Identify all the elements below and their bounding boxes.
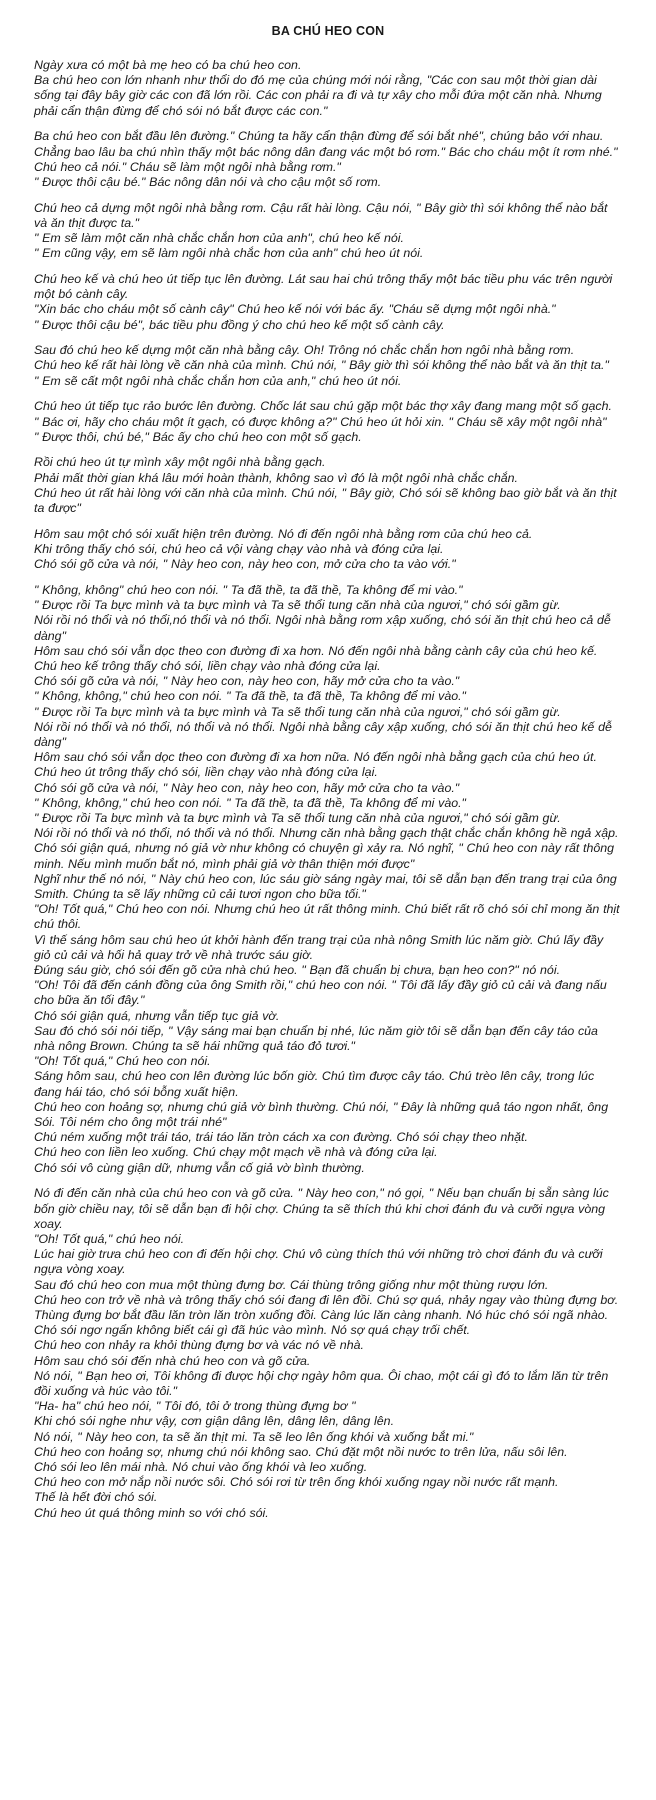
story-paragraph (34, 129, 622, 190)
story-line: Nói rồi nó thổi và nó thổi, nó thổi và nó thổi. Nhưng căn nhà bằng gạch thật chắc chắn không hề ngả xập. (34, 826, 619, 841)
story-line: Thùng đựng bơ bắt đầu lăn tròn lăn tròn xuống đồi. Càng lúc lăn càng nhanh. Nó húc chó sói ngã nhào. (34, 1307, 609, 1322)
story-line: Chú heo kế trông thấy chó sói, liền chạy vào nhà đóng cửa lại. (34, 658, 381, 673)
story-line: Sáng hôm sau, chú heo con lên đường lúc bốn giờ. Chú tìm được cây táo. Chú trèo lên cây, trong lúc đang hái táo, chó sói bỗng xuất hiện. (34, 1069, 595, 1099)
story-line: "Xin bác cho cháu một số cành cây" Chú heo kế nói với bác ấy. "Cháu sẽ dựng một ngôi nhà." (34, 302, 556, 317)
story-line: Chó sói leo lên mái nhà. Nó chui vào ống khói và leo xuống. (34, 1459, 368, 1474)
story-line: Hôm sau chó sói vẫn dọc theo con đường đi xa hơn. Nó đến ngôi nhà bằng cành cây của chú heo kế. (34, 643, 598, 658)
story-line: Chú heo út rất hài lòng với căn nhà của mình. Chú nói, " Bây giờ, Chó sói sẽ không bao giờ bắt và ăn thịt ta được" (34, 485, 617, 516)
story-line: Thế là hết đời chó sói. (34, 1490, 158, 1505)
story-line: Chú heo con hoảng sợ, nhưng chú nói không sao. Chú đặt một nồi nước to trên lửa, nấu sôi lên. (34, 1444, 568, 1459)
story-line: Nó nói, " Này heo con, ta sẽ ăn thịt mi. Ta sẽ leo lên ống khói và xuống bắt mi." (34, 1429, 474, 1444)
story-line: Hôm sau chó sói đến nhà chú heo con và gõ cửa. (34, 1353, 311, 1368)
story-line: "Oh! Tốt quá," Chú heo con nói. (34, 1054, 211, 1069)
story-line: "Oh! Tôi đã đến cánh đồng của ông Smith rồi," chú heo con nói. " Tôi đã lấy đầy giỏ củ cải và đang nấu cho bữa ăn tối đây." (34, 978, 607, 1008)
story-line: "Oh! Tốt quá," Chú heo con nói. Nhưng chú heo út rất thông minh. Chú biết rất rõ chó sói chỉ mong ăn thịt chú thôi. (34, 902, 620, 932)
story-line: " Được thôi cậu bé", bác tiều phu đồng ý cho chú heo kế một số cành cây. (34, 317, 445, 332)
story-line: Chó sói gõ cửa và nói, " Này heo con, này heo con, hãy mở cửa cho ta vào." (34, 780, 460, 795)
story-body (34, 58, 622, 1521)
story-line: Chú heo con trở về nhà và trông thấy chó sói đang đi lên đồi. Chú sợ quá, nhảy ngay vào thùng đựng bơ. (34, 1292, 619, 1307)
story-line: " Em sẽ cất một ngôi nhà chắc chắn hơn của anh," chú heo út nói. (34, 373, 402, 388)
story-line: Chó sói giận quá, nhưng vẫn tiếp tục giả vờ. (34, 1008, 280, 1023)
story-line: Chú heo út tiếp tục rảo bước lên đường. Chốc lát sau chú gặp một bác thợ xây đang mang một số gạch. (34, 399, 612, 414)
story-line: Hôm sau một chó sói xuất hiện trên đường. Nó đi đến ngôi nhà bằng rơm của chú heo cả. (34, 526, 533, 541)
story-line: Ngày xưa có một bà mẹ heo có ba chú heo con. (34, 58, 302, 72)
story-line: Chú heo kế rất hài lòng về căn nhà của mình. Chú nói, " Bây giờ thì sói không thể nào bắt và ăn thịt ta." (34, 358, 609, 373)
story-paragraph (34, 272, 622, 333)
story-line: Chú heo út quá thông minh so với chó sói. (34, 1505, 269, 1520)
story-paragraph (34, 58, 622, 119)
story-line: Chó sói gõ cửa và nói, " Này heo con, này heo con, hãy mở cửa cho ta vào." (34, 674, 460, 689)
story-line: Chẳng bao lâu ba chú nhìn thấy một bác nông dân đang vác một bó rơm." Bác cho cháu một ít rơm nhé." Chú heo cả nói." Cháu sẽ làm một ngôi nhà bằng rơm." (34, 144, 618, 174)
story-line: Sau đó chú heo con mua một thùng đựng bơ. Cái thùng trông giống như một thùng rượu lớn. (34, 1277, 549, 1292)
story-line: "Oh! Tốt quá," chú heo nói. (34, 1231, 185, 1246)
story-line: " Được rồi Ta bực mình và ta bực mình và Ta sẽ thổi tung căn nhà của ngươi," chó sói gầm gừ. (34, 704, 561, 719)
story-line: Lúc hai giờ trưa chú heo con đi đến hội chợ. Chú vô cùng thích thú với những trò chơi đánh đu và cưỡi ngựa vòng xoay. (34, 1247, 603, 1277)
story-line: Chú heo út trông thấy chó sói, liền chạy vào nhà đóng cửa lại. (34, 765, 378, 780)
story-line: Sau đó chó sói nói tiếp, " Vậy sáng mai bạn chuẩn bị nhé, lúc năm giờ tôi sẽ dẫn bạn đến cây táo của nhà nông Brown. Chúng ta sẽ hái những quả táo đỏ tươi." (34, 1023, 598, 1053)
story-line: Chú heo cả dựng một ngôi nhà bằng rơm. Cậu rất hài lòng. Cậu nói, " Bây giờ thì sói không thể nào bắt và ăn thịt được ta." (34, 200, 608, 230)
story-line: " Không, không," chú heo con nói. " Ta đã thề, ta đã thề, Ta không để mi vào." (34, 795, 466, 810)
story-line: " Em cũng vậy, em sẽ làm ngôi nhà chắc hơn của anh" chú heo út nói. (34, 246, 424, 261)
story-line: Khi chó sói nghe như vậy, cơn giận dâng lên, dâng lên, dâng lên. (34, 1414, 395, 1429)
story-line: Nó đi đến căn nhà của chú heo con và gõ cửa. " Này heo con," nó gọi, " Nếu bạn chuẩn bị sẵn sàng lúc bốn giờ chiều nay, tôi sẽ dẫn bạn đi hội chợ. Chúng ta sẽ thích thú khi chơi đánh đu và cưỡi ngựa vòng xoay. (34, 1186, 609, 1231)
story-line: " Được rồi Ta bực mình và ta bực mình và Ta sẽ thổi tung căn nhà của ngươi," chó sói gầm gừ. (34, 598, 561, 613)
story-line: Ba chú heo con lớn nhanh như thổi do đó mẹ của chúng mới nói rằng, "Các con sau một thời gian dài sống tại đây bây giờ các con đã lớn rồi. Các con phải ra đi và tự xây cho mỗi đứa một căn nhà. Nhưng phải cẩn thận đừng để chó sói nó bắt được các con." (34, 73, 602, 118)
story-line: Hôm sau chó sói vẫn dọc theo con đường đi xa hơn nữa. Nó đến ngôi nhà bằng gạch của chú heo út. (34, 750, 597, 765)
story-line: " Được thôi, chú bé," Bác ấy cho chú heo con một số gạch. (34, 429, 362, 444)
story-line: Chó sói ngơ ngẩn không biết cái gì đã húc vào mình. Nó sợ quá chạy trối chết. (34, 1323, 471, 1338)
story-line: Chú ném xuống một trái táo, trái táo lăn tròn cách xa con đường. Chó sói chạy theo nhặt. (34, 1130, 528, 1145)
story-line: " Không, không," chú heo con nói. " Ta đã thề, ta đã thề, Ta không để mi vào." (34, 689, 466, 704)
story-line: Nói rồi nó thổi và nó thổi,nó thổi và nó thổi. Ngôi nhà bằng rơm xập xuống, chó sói ăn thịt chú heo cả dễ dàng" (34, 613, 611, 643)
story-line: Sau đó chú heo kế dựng một căn nhà bằng cây. Oh! Trông nó chắc chắn hơn ngôi nhà bằng rơm. (34, 343, 575, 358)
story-line: " Được rồi Ta bực mình và ta bực mình và Ta sẽ thổi tung căn nhà của ngươi," chó sói gầm gừ. (34, 810, 561, 825)
story-line: Chó sói gõ cửa và nói, " Này heo con, này heo con, mở cửa cho ta vào với." (34, 557, 456, 572)
story-paragraph (34, 455, 622, 516)
story-line: Chú heo con nhảy ra khỏi thùng đựng bơ và vác nó về nhà. (34, 1338, 364, 1353)
story-line: Ba chú heo con bắt đầu lên đường." Chúng ta hãy cẩn thận đừng để sói bắt nhé", chúng bảo với nhau. (34, 129, 604, 144)
story-paragraph (34, 583, 622, 1176)
story-line: " Được thôi cậu bé." Bác nông dân nói và cho cậu một số rơm. (34, 174, 382, 189)
story-paragraph (34, 527, 622, 573)
story-paragraph (34, 399, 622, 445)
story-line: "Ha- ha" chú heo nói, " Tôi đó, tôi ở trong thùng đựng bơ " (34, 1399, 356, 1414)
story-title: BA CHÚ HEO CON (271, 24, 385, 38)
story-line: Rồi chú heo út tự mình xây một ngôi nhà bằng gạch. (34, 455, 326, 470)
story-line: Chú heo con liền leo xuống. Chú chạy một mạch về nhà và đóng cửa lại. (34, 1145, 438, 1160)
story-line: Chú heo con mở nắp nồi nước sôi. Chó sói rơi từ trên ống khói xuống ngay nồi nước rất mạnh. (34, 1475, 559, 1490)
story-line: " Bác ơi, hãy cho cháu một ít gạch, có được không a?" Chú heo út hỏi xin. " Cháu sẽ xây một ngôi nhà" (34, 414, 607, 429)
story-line: Phải mất thời gian khá lâu mới hoàn thành, không sao vì đó là một ngôi nhà chắc chắn. (34, 470, 518, 485)
story-paragraph (34, 201, 622, 262)
story-line: Vì thế sáng hôm sau chú heo út khởi hành đến trang trại của nhà nông Smith lúc năm giờ. Chú lấy đầy giỏ củ cải và hối hả quay trở về nhà trước sáu giờ. (34, 932, 604, 962)
story-line: " Em sẽ làm một căn nhà chắc chắn hơn của anh", chú heo kế nói. (34, 231, 404, 246)
story-line: Chú heo con hoảng sợ, nhưng chú giả vờ bình thường. Chú nói, " Đây là những quả táo ngon nhất, ông Sói. Tôi ném cho ông một trái nhé" (34, 1099, 609, 1129)
story-line: Nói rồi nó thổi và nó thổi, nó thổi và nó thổi. Ngôi nhà bằng cây xập xuống, chó sói ăn thịt chú heo kế dễ dàng" (34, 719, 612, 749)
story-line: " Không, không" chú heo con nói. " Ta đã thề, ta đã thề, Ta không để mi vào." (34, 582, 463, 597)
story-line: Chó sói vô cùng giận dữ, nhưng vẫn cố giả vờ bình thường. (34, 1160, 365, 1175)
story-line: Đúng sáu giờ, chó sói đến gõ cửa nhà chú heo. " Bạn đã chuẩn bị chưa, bạn heo con?" nó nói. (34, 962, 561, 977)
story-line: Chó sói giận quá, nhưng nó giả vờ như không có chuyện gì xảy ra. Nó nghĩ, " Chú heo con này rất thông minh. Nếu mình muốn bắt nó, mình phải giả vờ thân thiện mới được" (34, 841, 615, 871)
story-line: Khi trông thấy chó sói, chú heo cả vội vàng chạy vào nhà và đóng cửa lại. (34, 541, 444, 556)
story-line: Chú heo kế và chú heo út tiếp tục lên đường. Lát sau hai chú trông thấy một bác tiều phu vác trên người một bó cành cây. (34, 271, 613, 302)
story-line: Nó nói, " Bạn heo ơi, Tôi không đi được hội chợ ngày hôm qua. Ôi chao, một cái gì đó to lắm lăn từ trên đồi xuống và húc vào tôi." (34, 1368, 609, 1398)
story-paragraph (34, 343, 622, 389)
story-paragraph (34, 1186, 622, 1520)
story-line: Nghĩ như thế nó nói, " Này chú heo con, lúc sáu giờ sáng ngày mai, tôi sẽ dẫn bạn đến trang trại của ông Smith. Chúng ta sẽ lấy những củ cải tươi ngon cho bữa tối." (34, 871, 617, 901)
